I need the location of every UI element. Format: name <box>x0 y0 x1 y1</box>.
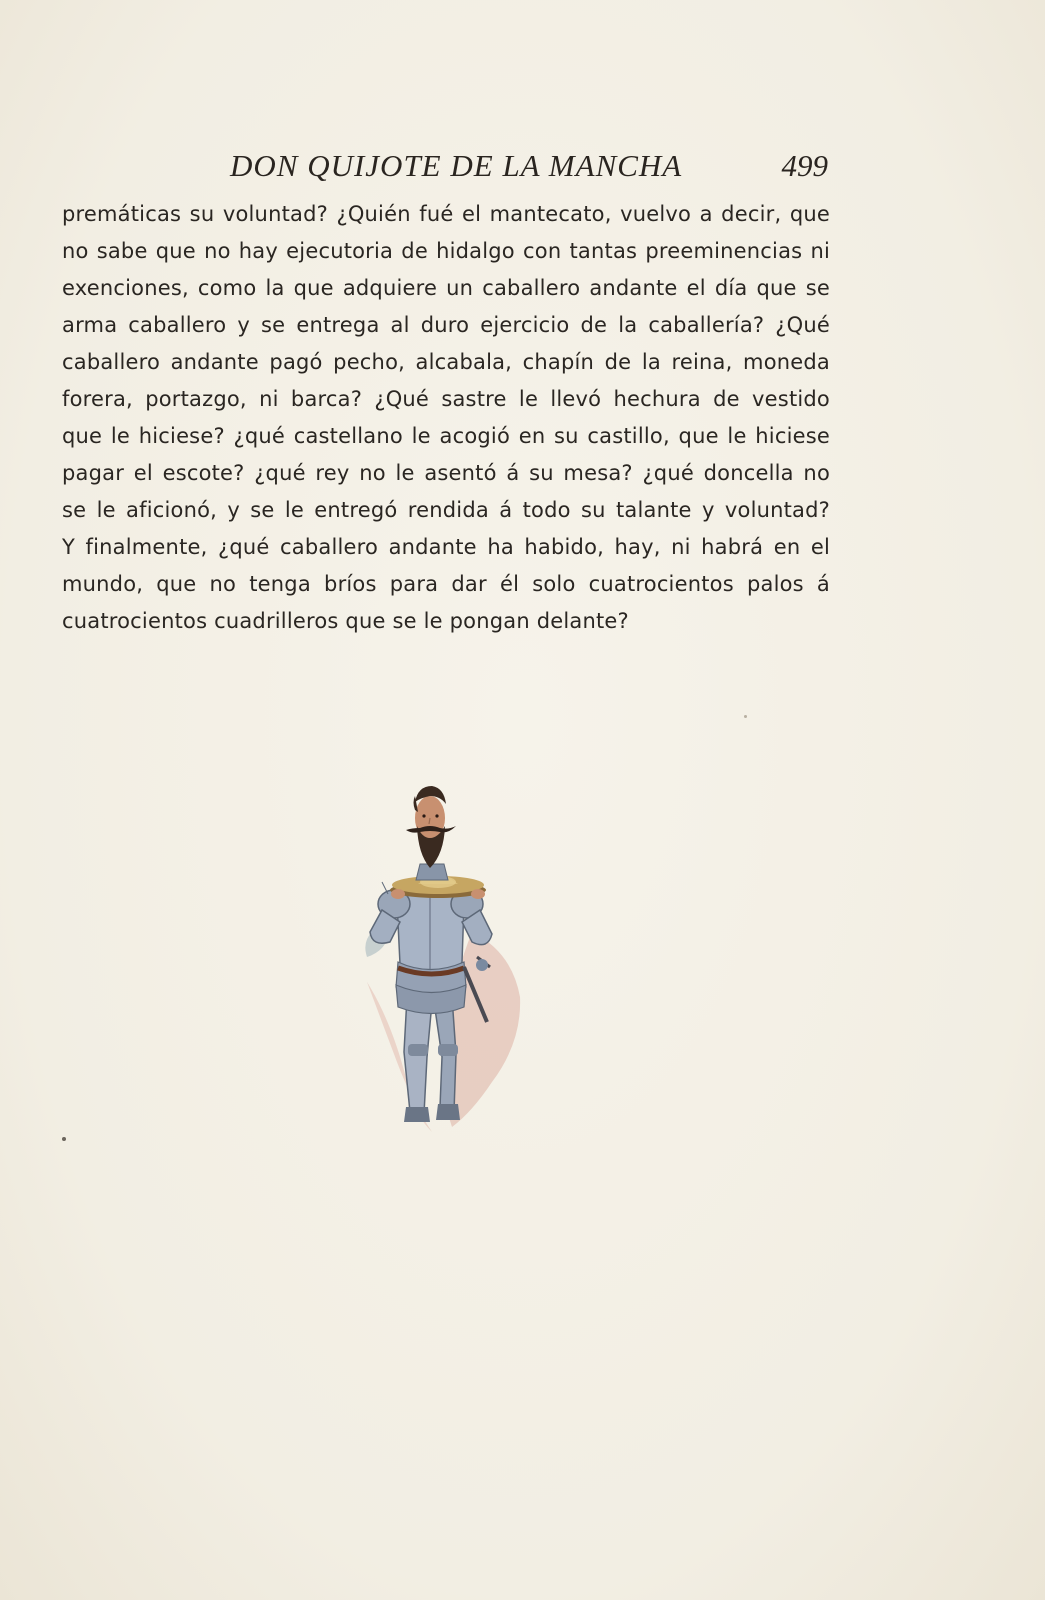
paper-speck <box>62 1137 66 1141</box>
text-line: mundo, que no tenga bríos para dar él solo cuatrocientos palos á <box>62 572 830 596</box>
text-line: forera, portazgo, ni barca? ¿Qué sastre le llevó hechura de vestido <box>62 387 830 411</box>
running-head <box>60 148 828 188</box>
page-number: 499 <box>781 148 828 183</box>
text-line: se le aficionó, y se le entregó rendida á todo su talante y voluntad? <box>62 498 830 522</box>
text-line: arma caballero y se entrega al duro ejercicio de la caballería? ¿Qué <box>62 313 830 337</box>
running-title: DON QUIJOTE DE LA MANCHA <box>230 148 683 183</box>
text-line: caballero andante pagó pecho, alcabala, chapín de la reina, moneda <box>62 350 830 374</box>
armored-knight-holding-basin-illustration <box>352 782 532 1152</box>
text-line: que le hiciese? ¿qué castellano le acogió en su castillo, que le hiciese <box>62 424 830 448</box>
body-paragraph <box>62 196 830 640</box>
text-line: cuatrocientos cuadrilleros que se le pongan delante? <box>62 609 629 633</box>
text-line: no sabe que no hay ejecutoria de hidalgo con tantas preeminencias ni <box>62 239 830 263</box>
text-line: pagar el escote? ¿qué rey no le asentó á su mesa? ¿qué doncella no <box>62 461 830 485</box>
armored-knight-illustration <box>352 782 532 1152</box>
text-line: premáticas su voluntad? ¿Quién fué el mantecato, vuelvo a decir, que <box>62 202 830 226</box>
text-line: exenciones, como la que adquiere un caballero andante el día que se <box>62 276 830 300</box>
text-line: Y finalmente, ¿qué caballero andante ha habido, hay, ni habrá en el <box>62 535 830 559</box>
paper-speck <box>744 715 747 718</box>
